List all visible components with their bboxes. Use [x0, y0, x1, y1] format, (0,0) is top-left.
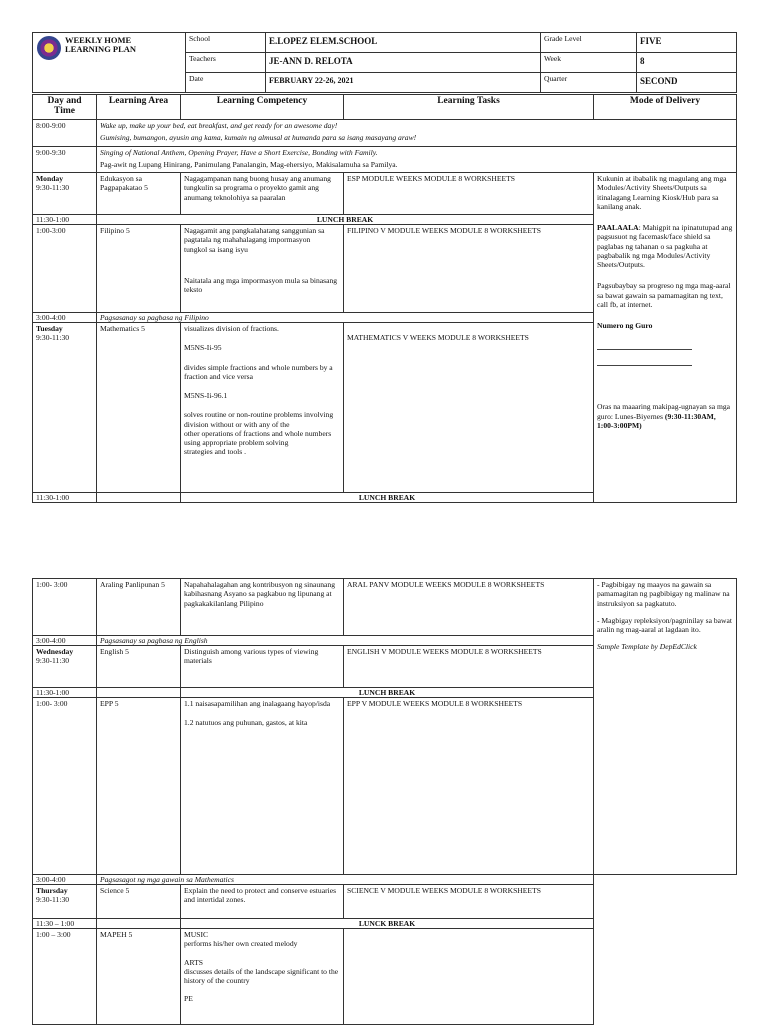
empty-cell [97, 919, 181, 929]
time-cell: 1:00 – 3:00 [33, 929, 97, 1025]
time-text: 9:30-11:30 [36, 895, 70, 905]
table-row [33, 147, 737, 173]
lunch-break: LUNCH BREAK [181, 493, 594, 503]
competency-cell [181, 225, 344, 313]
time-cell: 3:00-4:00 [33, 636, 97, 646]
competency-text: discusses details of the landscape significant to the history of the country [184, 966, 339, 985]
competency-text: tungkol sa isang isyu [184, 244, 248, 254]
empty-mode-cell [594, 875, 737, 1025]
time-cell: 1:00- 3:00 [33, 579, 97, 636]
competency-text: Naitatala ang mga impormasyon mula sa binasang teksto [184, 275, 338, 294]
paalala-label: PAALAALA [597, 223, 639, 232]
blank-line [597, 364, 692, 366]
paalala-text: : Mahigpit na ipinatutupad ang pagsusuot ng facemask/face shield sa paglabas ng tahanan o sa pagkuha at pagbabalik ng mga Modules/Activity Sheets/Outputs. [597, 223, 733, 269]
time-text: 9:30-11:30 [36, 656, 70, 666]
school-label: School [186, 33, 266, 53]
competency-cell: Explain the need to protect and conserve estuaries and intertidal zones. [181, 885, 344, 919]
task-cell: ENGLISH V MODULE WEEKS MODULE 8 WORKSHEETS [344, 646, 594, 688]
competency-cell [181, 698, 344, 875]
learning-area-cell: EPP 5 [97, 698, 181, 875]
competency-text: solves routine or non-routine problems involving division without or with any of the [184, 410, 334, 429]
day-thursday: Thursday [36, 886, 68, 895]
col-mode-of-delivery: Mode of Delivery [594, 95, 737, 120]
competency-heading: PE [184, 994, 193, 1004]
school-value: E.LOPEZ ELEM.SCHOOL [266, 33, 541, 53]
time-cell: 11:30-1:00 [33, 688, 97, 698]
lunch-break: LUNCK BREAK [181, 919, 594, 929]
quarter-label: Quarter [541, 73, 637, 93]
task-cell: EPP V MODULE WEEKS MODULE 8 WORKSHEETS [344, 698, 594, 875]
teachers-label: Teachers [186, 53, 266, 73]
time-cell: 11:30-1:00 [33, 215, 97, 225]
table-row [33, 579, 737, 636]
learning-area-cell: MAPEH 5 [97, 929, 181, 1025]
competency-code: M5NS-Ii-95 [184, 343, 222, 353]
page-gap [0, 508, 768, 574]
lunch-break: LUNCH BREAK [97, 215, 594, 225]
teacher-number-label: Numero ng Guro [597, 321, 653, 330]
routine-cell [97, 120, 737, 147]
competency-cell: Napahahalagahan ang kontribusyon ng sinaunang kabihasnang Asyano sa pagkabuo ng lipunang at pagkakakilanlang Pilipino [181, 579, 344, 636]
week-label: Week [541, 53, 637, 73]
time-cell: 11:30-1:00 [33, 493, 97, 503]
competency-cell: Nagagampanan nang buong husay ang anumang tungkulin sa programa o proyekto gamit ang anumang teknolohiya sa paaralan [181, 173, 344, 215]
routine-text-fil: Pag-awit ng Lupang Hinirang, Panimulang Panalangin, Mag-ehersiyo, Makisalamuha sa Pamilya. [100, 160, 398, 170]
day-cell [33, 885, 97, 919]
competency-code: M5NS-Ii-96.1 [184, 391, 228, 400]
time-cell: 1:00-3:00 [33, 225, 97, 313]
time-cell: 3:00-4:00 [33, 313, 97, 323]
quarter-value: SECOND [637, 73, 737, 93]
competency-text: strategies and tools . [184, 447, 247, 457]
day-cell [33, 173, 97, 215]
plan-table-page1 [32, 94, 737, 503]
competency-text: visualizes division of fractions. [184, 324, 279, 333]
task-cell [344, 929, 594, 1025]
routine-text: Singing of National Anthem, Opening Prayer, Have a Short Exercise, Bonding with Family. [100, 148, 378, 157]
date-value: FEBRUARY 22-26, 2021 [266, 73, 541, 93]
learning-area-cell: Edukasyon sa Pagpapakatao 5 [97, 173, 181, 215]
competency-text: 1.1 naisasapamilihan ang inalagaang hayop/isda [184, 699, 331, 708]
mode-paalala [597, 223, 733, 269]
competency-text: Nagagamit ang pangkalahatang sanggunian sa pagtatala ng mahahalagang impormasyon [184, 226, 325, 245]
learning-area-cell: Science 5 [97, 885, 181, 919]
time-text: 9:30-11:30 [36, 183, 70, 193]
task-cell: ESP MODULE WEEKS MODULE 8 WORKSHEETS [344, 173, 594, 215]
afternoon-activity: Pagsasagot ng mga gawain sa Mathematics [97, 875, 594, 885]
learning-area-cell: Araling Panlipunan 5 [97, 579, 181, 636]
day-wednesday: Wednesday [36, 647, 74, 656]
plan-table-page2 [32, 578, 737, 1025]
competency-text: 1.2 natutuos ang puhunan, gastos, at kita [184, 718, 308, 728]
day-tuesday: Tuesday [36, 324, 63, 333]
col-learning-competency: Learning Competency [181, 95, 344, 120]
mode-text: - Pagbibigay ng maayos na gawain sa pamamagitan ng pagbibigay ng malinaw na instruksiyon sa pagkatuto. [597, 580, 730, 608]
learning-area-cell: English 5 [97, 646, 181, 688]
column-header-row [33, 95, 737, 120]
routine-text-fil: Gumising, bumangon, ayusin ang kama, kumain ng almusal at humanda para sa isang masayang araw! [100, 133, 417, 143]
page-2 [0, 574, 768, 1024]
mode-text: Pagsubaybay sa progreso ng mga mag-aaral sa bawat gawain sa pamamagitan ng text, call fb, at internet. [597, 281, 731, 309]
empty-cell [97, 493, 181, 503]
col-learning-area: Learning Area [97, 95, 181, 120]
task-cell: FILIPINO V MODULE WEEKS MODULE 8 WORKSHEETS [344, 225, 594, 313]
deped-seal-icon [37, 36, 61, 60]
template-credit: Sample Template by DepEdClick [597, 642, 697, 652]
day-monday: Monday [36, 174, 64, 183]
task-cell: ARAL PANV MODULE WEEKS MODULE 8 WORKSHEETS [344, 579, 594, 636]
afternoon-activity: Pagsasanay sa pagbasa ng Filipino [97, 313, 594, 323]
contact-hours [597, 402, 733, 430]
time-cell: 11:30 – 1:00 [33, 919, 97, 929]
grade-value: FIVE [637, 33, 737, 53]
plan-title-line1: WEEKLY HOME [65, 35, 132, 45]
competency-text: other operations of fractions and whole numbers using appropriate problem solving [184, 428, 332, 447]
learning-area-cell: Mathematics 5 [97, 323, 181, 493]
time-cell: 9:00-9:30 [33, 147, 97, 173]
competency-cell [181, 323, 344, 493]
col-day-time: Day and Time [33, 95, 97, 120]
mode-of-delivery-cell [594, 579, 737, 875]
time-text: 9:30-11:30 [36, 333, 70, 343]
blank-line [597, 348, 692, 350]
routine-text: Wake up, make up your bed, eat breakfast, and get ready for an awesome day! [100, 121, 338, 130]
contact-hours-text: Oras na maaaring makipag-ugnayan sa mga guro: Lunes-Biyernes [597, 402, 731, 421]
day-cell [33, 646, 97, 688]
page-1 [0, 0, 768, 508]
task-text: MATHEMATICS V WEEKS MODULE 8 WORKSHEETS [347, 333, 529, 342]
competency-cell: Distinguish among various types of viewing materials [181, 646, 344, 688]
competency-heading: MUSIC [184, 930, 209, 939]
time-cell: 8:00-9:00 [33, 120, 97, 147]
time-cell: 3:00-4:00 [33, 875, 97, 885]
learning-area-cell: Filipino 5 [97, 225, 181, 313]
table-row [33, 120, 737, 147]
afternoon-activity: Pagsasanay sa pagbasa ng English [97, 636, 594, 646]
competency-text: divides simple fractions and whole numbers by a fraction and vice versa [184, 362, 333, 381]
mode-of-delivery-cell [594, 173, 737, 503]
table-row [33, 875, 737, 885]
day-cell [33, 323, 97, 493]
teachers-value: JE-ANN D. RELOTA [266, 53, 541, 73]
header-table [32, 32, 737, 93]
task-cell [344, 323, 594, 493]
col-learning-tasks: Learning Tasks [344, 95, 594, 120]
competency-cell [181, 929, 344, 1025]
contact-hours-time: (9:30-11:30AM, 1:00-3:00PM) [597, 411, 716, 430]
routine-cell [97, 147, 737, 173]
time-cell: 1:00- 3:00 [33, 698, 97, 875]
table-row [33, 173, 737, 215]
empty-cell [97, 688, 181, 698]
mode-text: - Magbigay repleksiyon/pagninilay sa bawat aralin ng mag-aaral at lagdaan ito. [597, 615, 732, 634]
plan-title-line2: LEARNING PLAN [65, 43, 137, 54]
date-label: Date [186, 73, 266, 93]
competency-text: performs his/her own created melody [184, 939, 298, 949]
week-value: 8 [637, 53, 737, 73]
task-cell: SCIENCE V MODULE WEEKS MODULE 8 WORKSHEETS [344, 885, 594, 919]
competency-heading: ARTS [184, 957, 203, 967]
lunch-break: LUNCH BREAK [181, 688, 594, 698]
grade-label: Grade Level [541, 33, 637, 53]
logo-cell [33, 33, 186, 93]
mode-text: Kukunin at ibabalik ng magulang ang mga Modules/Activity Sheets/Outputs sa itinalagang Learning Kiosk/Hub para sa kanilang anak. [597, 174, 727, 211]
